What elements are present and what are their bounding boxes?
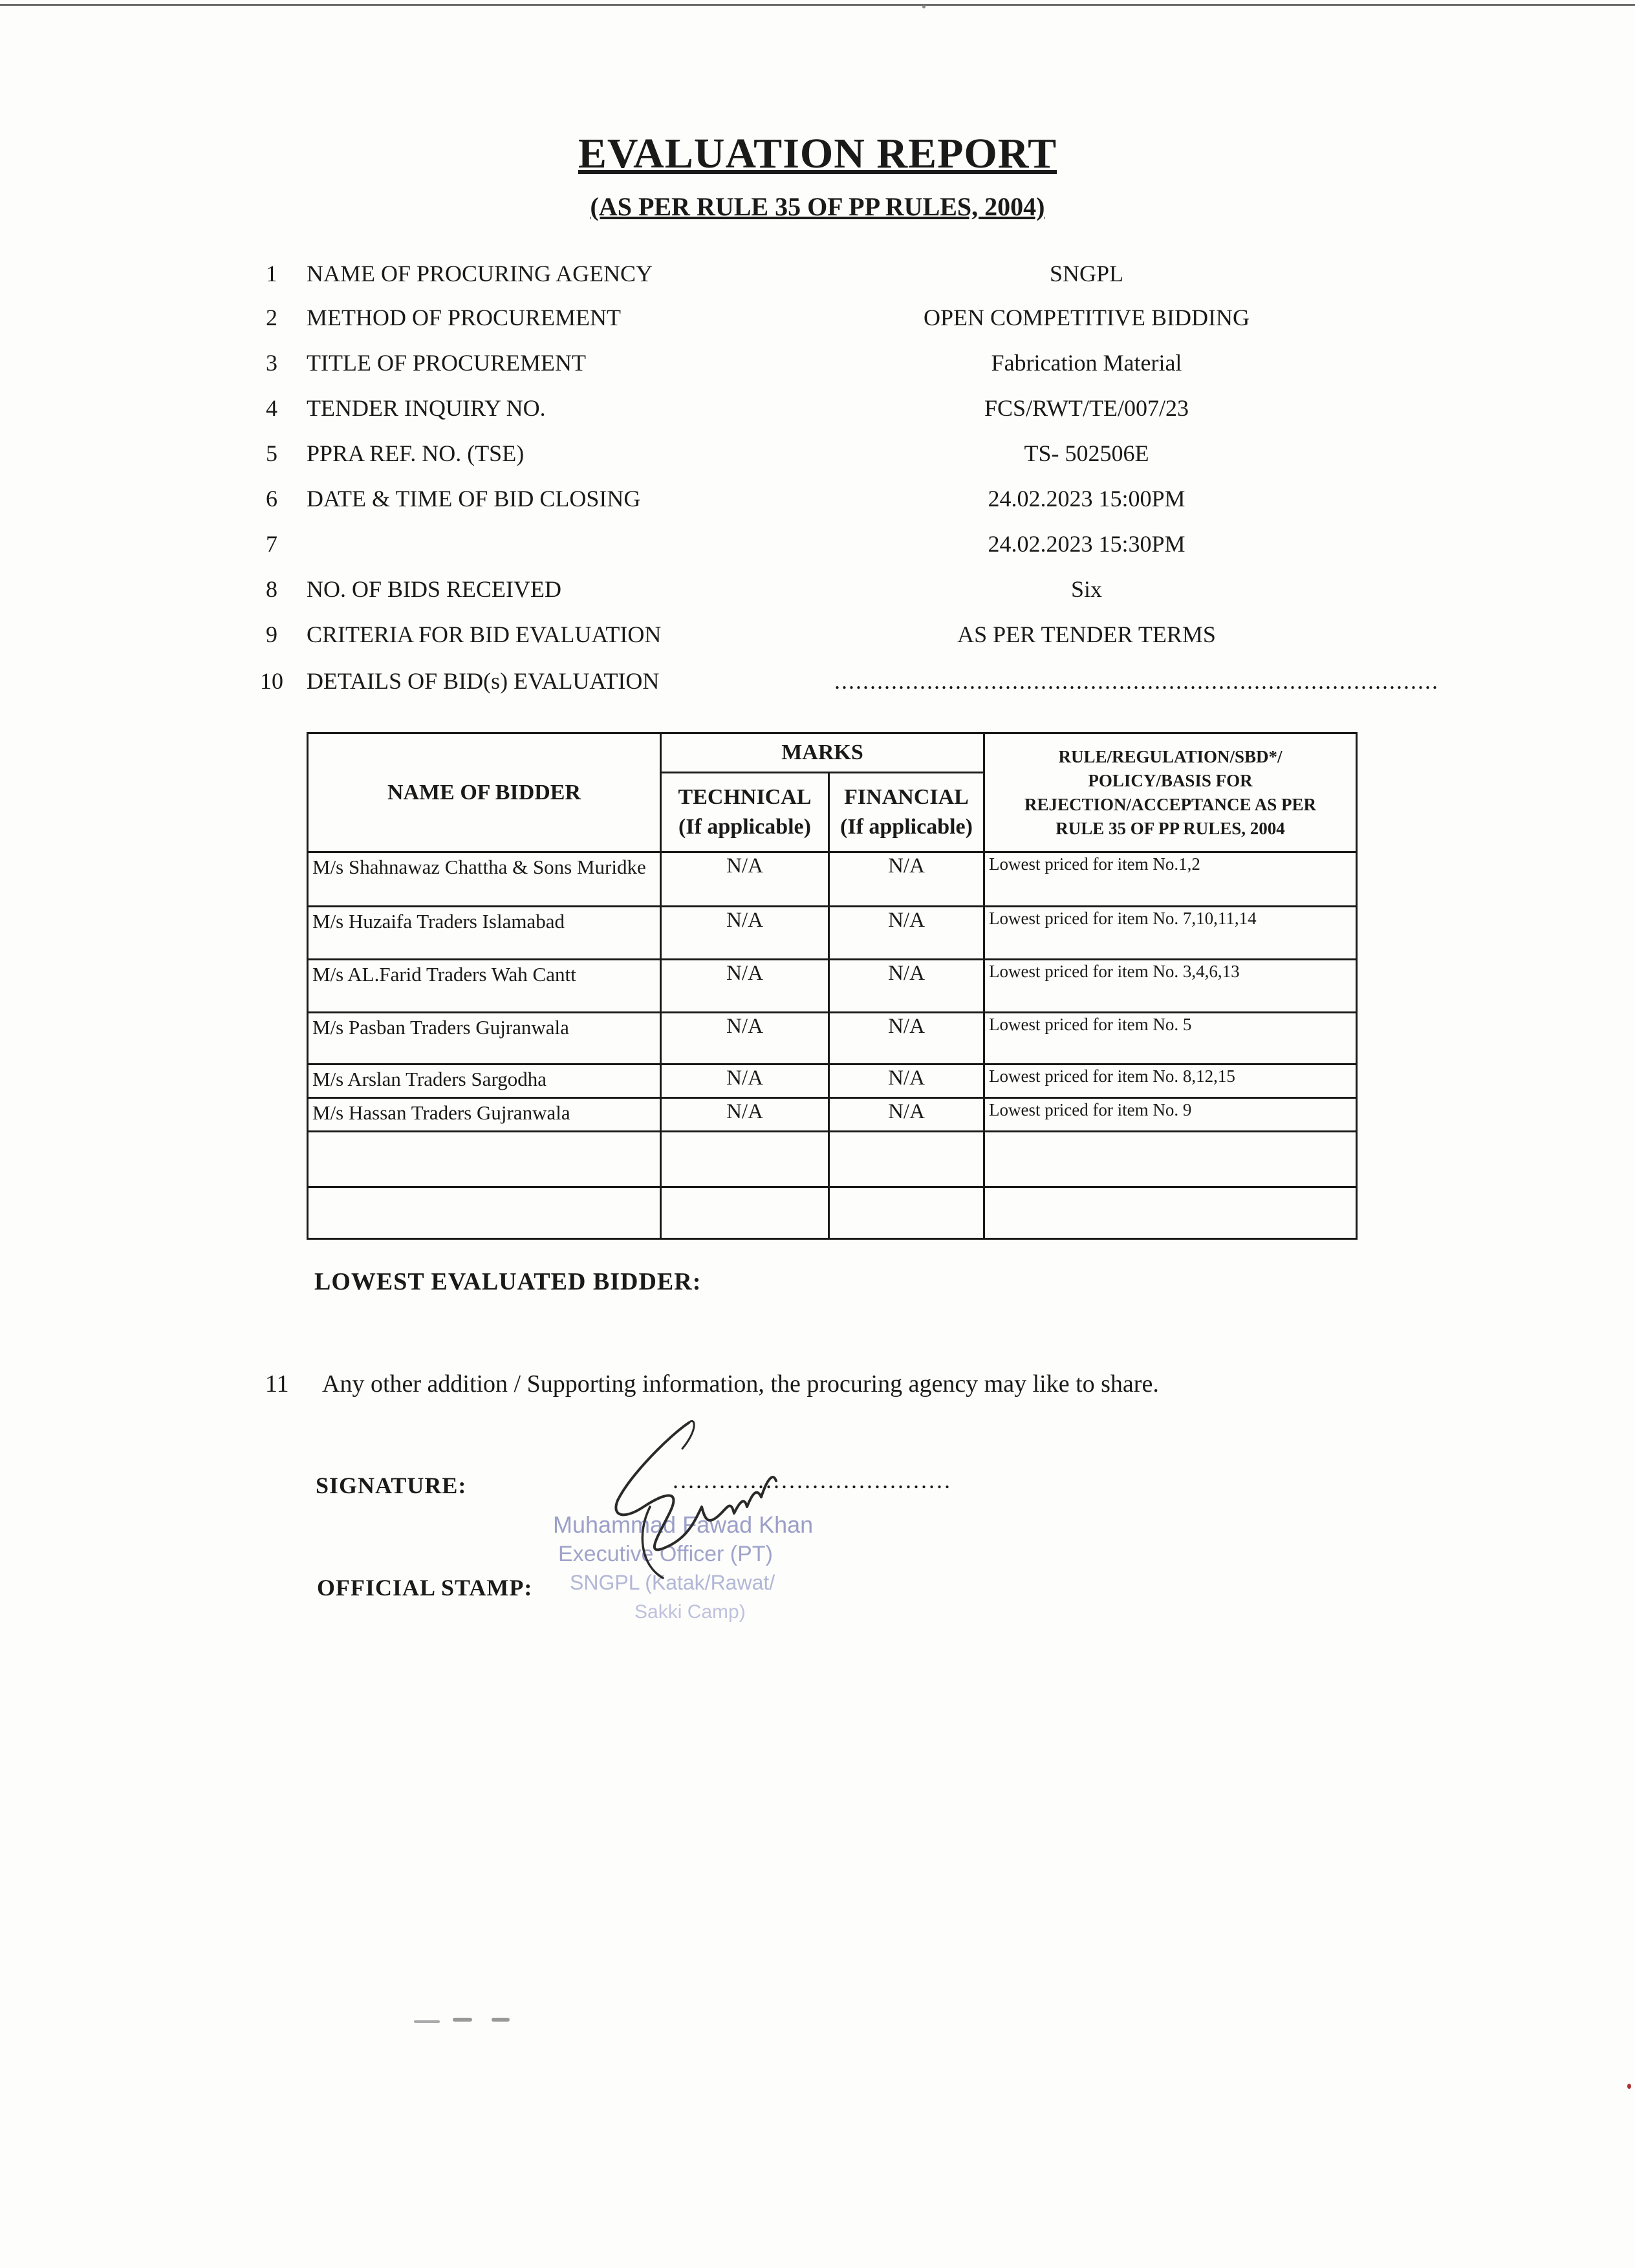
stamp-line: SNGPL (Katak/Rawat/ — [570, 1571, 775, 1594]
empty-cell — [984, 1187, 1357, 1239]
info-value: 24.02.2023 15:00PM — [988, 486, 1186, 512]
lowest-evaluated-bidder-label: LOWEST EVALUATED BIDDER: — [314, 1268, 702, 1295]
info-row — [0, 394, 1635, 433]
info-row — [0, 304, 1635, 343]
info-row — [0, 621, 1635, 660]
financial-label: FINANCIAL — [844, 785, 969, 809]
info-number: 8 — [266, 576, 277, 602]
info-label: NAME OF PROCURING AGENCY — [307, 261, 653, 286]
technical-mark: N/A — [661, 960, 829, 1013]
signature-label: SIGNATURE: — [316, 1473, 467, 1498]
technical-mark: N/A — [661, 852, 829, 907]
table-row — [308, 960, 1357, 1013]
rule-basis: Lowest priced for item No. 3,4,6,13 — [984, 960, 1357, 1013]
technical-label: TECHNICAL — [678, 785, 812, 809]
info-row — [0, 440, 1635, 479]
column-header-financial — [829, 773, 984, 852]
signature-line: .................................... — [673, 1467, 952, 1493]
info-label: PPRA REF. NO. (TSE) — [307, 440, 525, 466]
rule-basis: Lowest priced for item No. 7,10,11,14 — [984, 907, 1357, 960]
financial-mark: N/A — [829, 852, 984, 907]
table-row-empty — [308, 1187, 1357, 1239]
table-row-empty — [308, 1132, 1357, 1187]
info-number: 9 — [266, 621, 277, 647]
financial-sub-label: (If applicable) — [840, 815, 973, 839]
rule-header-line: REJECTION/ACCEPTANCE AS PER — [1024, 794, 1317, 814]
empty-cell — [829, 1132, 984, 1187]
info-value: OPEN COMPETITIVE BIDDING — [924, 305, 1250, 330]
empty-cell — [984, 1132, 1357, 1187]
column-header-rule — [984, 733, 1357, 852]
stamp-line: Executive Officer (PT) — [558, 1542, 773, 1566]
bidder-name: M/s Shahnawaz Chattha & Sons Muridke — [308, 852, 661, 907]
info-value: SNGPL — [1049, 261, 1124, 286]
empty-cell — [829, 1187, 984, 1239]
scan-speck — [414, 2020, 440, 2023]
technical-mark: N/A — [661, 907, 829, 960]
info-label: NO. OF BIDS RECEIVED — [307, 576, 562, 602]
financial-mark: N/A — [829, 1098, 984, 1132]
bidder-name: M/s Hassan Traders Gujranwala — [308, 1098, 661, 1132]
info-row — [0, 576, 1635, 614]
official-stamp-label: OFFICIAL STAMP: — [317, 1575, 533, 1601]
financial-mark: N/A — [829, 960, 984, 1013]
technical-mark: N/A — [661, 1098, 829, 1132]
info-number: 10 — [260, 668, 283, 694]
rule-header-line: RULE 35 OF PP RULES, 2004 — [1056, 818, 1285, 838]
page-subtitle: (AS PER RULE 35 OF PP RULES, 2004) — [590, 192, 1045, 221]
info-number: 6 — [266, 486, 277, 512]
bidder-name: M/s Pasban Traders Gujranwala — [308, 1013, 661, 1064]
column-header-bidder: NAME OF BIDDER — [308, 733, 661, 852]
bid-evaluation-table — [307, 732, 1358, 1240]
table-header-row — [308, 733, 1357, 773]
info-row — [0, 530, 1635, 569]
empty-cell — [308, 1187, 661, 1239]
info-number: 2 — [266, 305, 277, 330]
info-number: 1 — [266, 261, 277, 286]
info-value: Six — [1070, 576, 1103, 602]
info-value: AS PER TENDER TERMS — [957, 621, 1216, 647]
empty-cell — [661, 1132, 829, 1187]
scan-top-border — [0, 4, 1635, 6]
info-value-dots: ..................................................................................... — [834, 668, 1439, 694]
bidder-name: M/s AL.Farid Traders Wah Cantt — [308, 960, 661, 1013]
handwritten-signature — [592, 1410, 850, 1591]
info-number: 11 — [265, 1370, 289, 1398]
column-header-marks: MARKS — [661, 733, 984, 773]
page-title: EVALUATION REPORT — [578, 130, 1057, 177]
supporting-information-text: Any other addition / Supporting information, the procuring agency may like to share. — [322, 1370, 1159, 1398]
info-label: CRITERIA FOR BID EVALUATION — [307, 621, 662, 647]
rule-basis: Lowest priced for item No.1,2 — [984, 852, 1357, 907]
info-value: Fabrication Material — [991, 350, 1182, 376]
rule-basis: Lowest priced for item No. 5 — [984, 1013, 1357, 1064]
bidder-name: M/s Huzaifa Traders Islamabad — [308, 907, 661, 960]
rule-header-line: POLICY/BASIS FOR — [1088, 770, 1253, 790]
stamp-line: Sakki Camp) — [634, 1601, 746, 1623]
technical-mark: N/A — [661, 1064, 829, 1098]
info-value: 24.02.2023 15:30PM — [988, 531, 1186, 557]
info-number: 5 — [266, 440, 277, 466]
table-row — [308, 1013, 1357, 1064]
financial-mark: N/A — [829, 907, 984, 960]
info-label: METHOD OF PROCUREMENT — [307, 305, 622, 330]
bidder-name: M/s Arslan Traders Sargodha — [308, 1064, 661, 1098]
empty-cell — [661, 1187, 829, 1239]
rule-header-line: RULE/REGULATION/SBD*/ — [1058, 746, 1283, 766]
financial-mark: N/A — [829, 1013, 984, 1064]
info-row — [0, 485, 1635, 524]
technical-mark: N/A — [661, 1013, 829, 1064]
rule-basis: Lowest priced for item No. 9 — [984, 1098, 1357, 1132]
info-label: DETAILS OF BID(s) EVALUATION — [307, 668, 660, 694]
scan-speck — [922, 5, 926, 8]
rule-basis: Lowest priced for item No. 8,12,15 — [984, 1064, 1357, 1098]
scan-speck — [453, 2018, 472, 2022]
info-row — [0, 667, 1635, 706]
info-row — [0, 349, 1635, 388]
stamp-line: Muhammad Fawad Khan — [553, 1511, 814, 1538]
info-number: 7 — [266, 531, 277, 557]
technical-sub-label: (If applicable) — [678, 815, 811, 839]
info-value: FCS/RWT/TE/007/23 — [984, 395, 1189, 421]
info-number: 4 — [266, 395, 277, 421]
info-row — [0, 260, 1635, 299]
table-row — [308, 907, 1357, 960]
info-number: 3 — [266, 350, 277, 376]
table-row — [308, 1064, 1357, 1098]
info-label: TITLE OF PROCUREMENT — [307, 350, 586, 376]
financial-mark: N/A — [829, 1064, 984, 1098]
table-row — [308, 852, 1357, 907]
empty-cell — [308, 1132, 661, 1187]
info-label: TENDER INQUIRY NO. — [307, 395, 546, 421]
info-label: DATE & TIME OF BID CLOSING — [307, 486, 641, 512]
scan-speck — [492, 2018, 510, 2022]
info-value: TS- 502506E — [1024, 440, 1149, 466]
scan-speck — [1627, 2084, 1631, 2089]
column-header-technical — [661, 773, 829, 852]
table-row — [308, 1098, 1357, 1132]
